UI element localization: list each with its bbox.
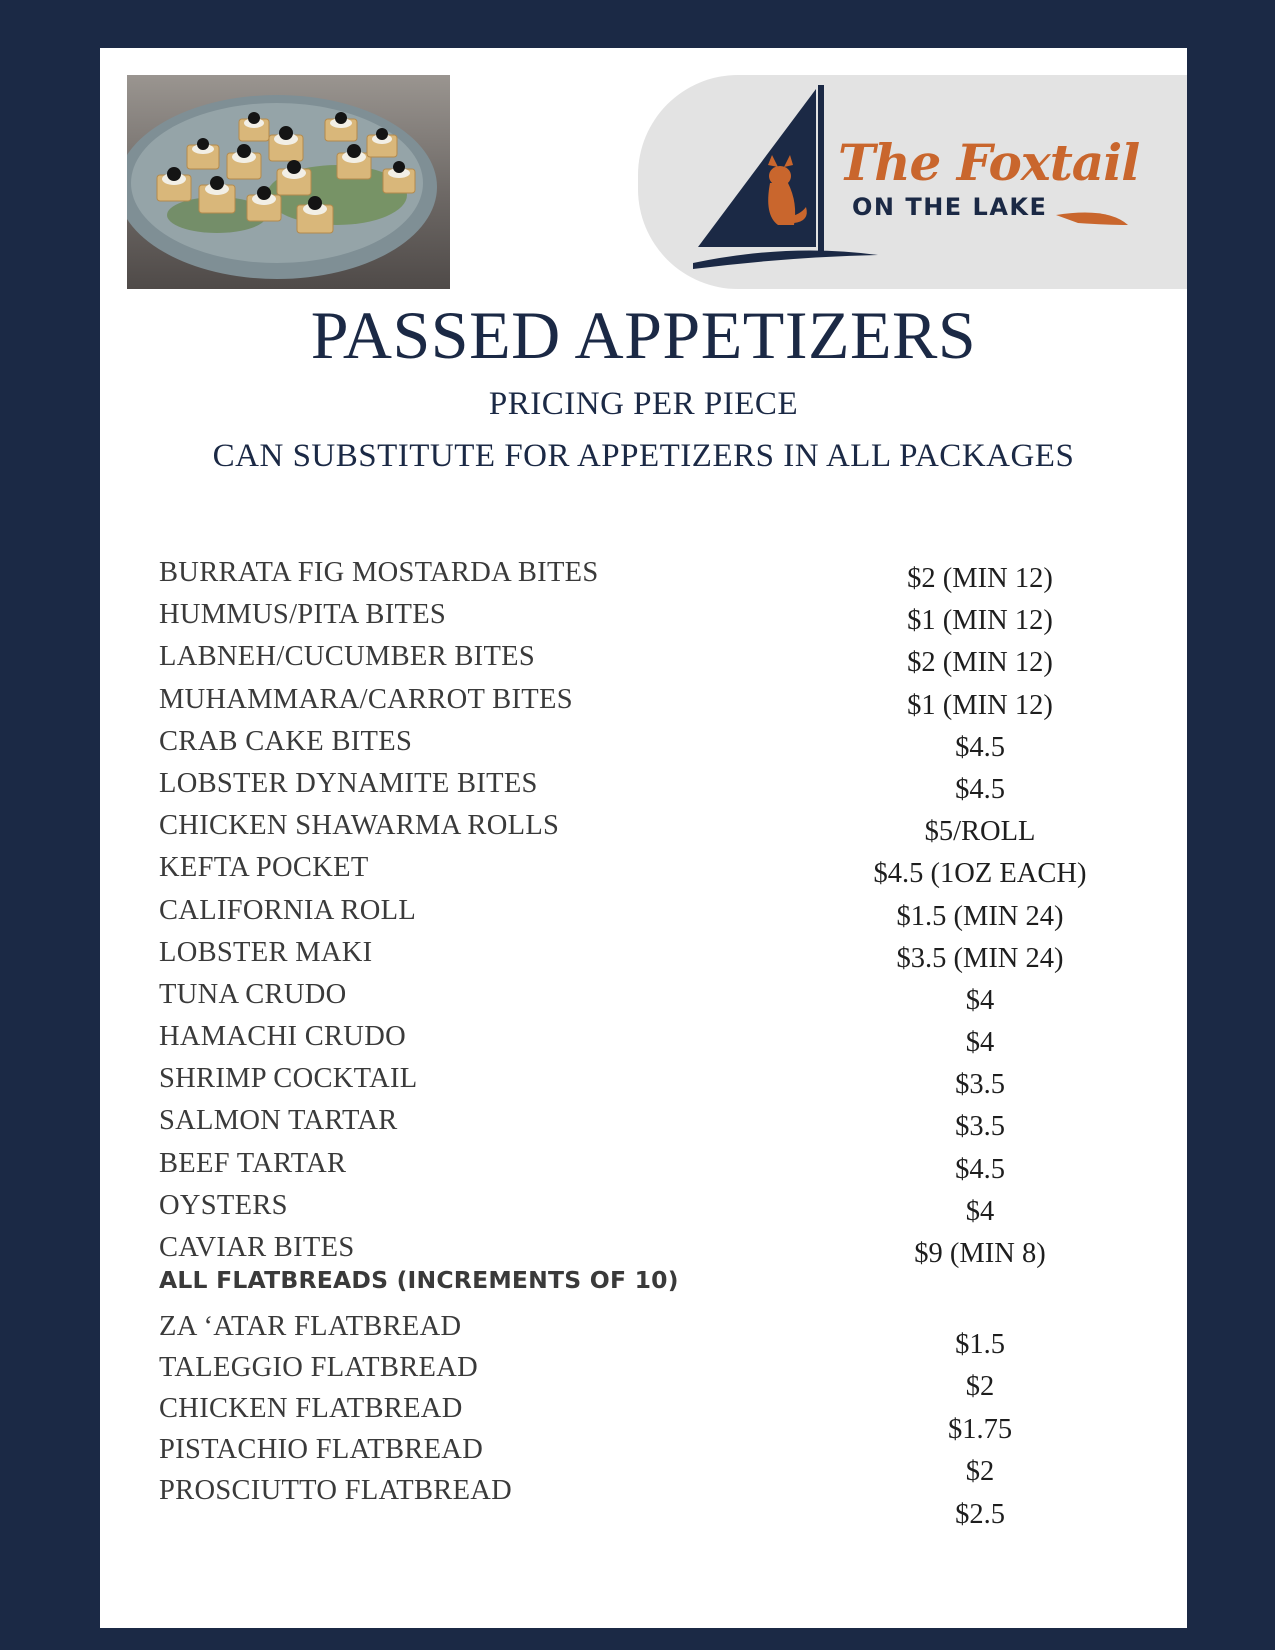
- menu-item-name: CRAB CAKE BITES: [159, 725, 413, 757]
- menu-item-price: $1 (MIN 12): [907, 605, 1053, 637]
- flatbread-price: $2: [965, 1456, 995, 1488]
- flatbread-name-list: [159, 1306, 512, 1511]
- flatbread-price: $2: [965, 1371, 995, 1403]
- menu-item-price: $1.5 (MIN 24): [896, 900, 1064, 932]
- menu-item-price: $4.5: [955, 1153, 1005, 1185]
- menu-item-price: $5/ROLL: [924, 816, 1036, 848]
- menu-item-price: $3.5: [955, 1111, 1005, 1143]
- menu-item-price: $2 (MIN 12): [907, 563, 1053, 594]
- appetizer-price-list: [800, 558, 1160, 1275]
- menu-item-price: $4: [965, 1195, 995, 1227]
- menu-item-price: $4: [965, 984, 995, 1016]
- menu-item-price: $4.5: [955, 731, 1005, 763]
- page-title: PASSED APPETIZERS: [310, 297, 977, 373]
- substitution-note: CAN SUBSTITUTE FOR APPETIZERS IN ALL PACKAGES: [212, 438, 1075, 474]
- menu-item-name: CALIFORNIA ROLL: [159, 894, 417, 926]
- menu-item-price: $4.5 (1OZ EACH): [873, 858, 1087, 890]
- menu-item-price: $3.5 (MIN 24): [896, 942, 1064, 974]
- menu-item-name: TUNA CRUDO: [159, 978, 347, 1010]
- flatbread-price-list: [800, 1324, 1160, 1536]
- flatbread-name: TALEGGIO FLATBREAD: [159, 1352, 478, 1383]
- logo-panel: [638, 75, 1187, 289]
- brand-name: The Foxtail: [838, 133, 1140, 192]
- flatbreads-heading: ALL FLATBREADS (INCREMENTS OF 10): [159, 1266, 679, 1294]
- menu-item-name: LOBSTER MAKI: [159, 936, 373, 968]
- menu-item-name: SHRIMP COCKTAIL: [159, 1063, 418, 1095]
- flatbread-price: $1.75: [947, 1413, 1013, 1445]
- menu-item-name: OYSTERS: [159, 1189, 288, 1221]
- menu-item-price: $4.5: [955, 773, 1005, 805]
- menu-item-name: CHICKEN SHAWARMA ROLLS: [159, 810, 560, 842]
- menu-page: [100, 48, 1187, 1628]
- appetizer-name-list: [159, 552, 839, 1269]
- menu-item-name: LOBSTER DYNAMITE BITES: [159, 767, 538, 799]
- pricing-note: PRICING PER PIECE: [488, 386, 799, 422]
- menu-item-price: $4: [965, 1027, 995, 1059]
- flatbread-price: $2.5: [955, 1498, 1005, 1530]
- menu-item-name: KEFTA POCKET: [159, 852, 369, 884]
- menu-item-price: $9 (MIN 8): [914, 1238, 1046, 1269]
- brand-tagline: ON THE LAKE: [852, 193, 1048, 221]
- flatbread-name: PISTACHIO FLATBREAD: [159, 1434, 484, 1465]
- menu-item-name: HAMACHI CRUDO: [159, 1021, 406, 1053]
- caviar-appetizers-photo: [127, 75, 450, 289]
- menu-item-price: $3.5: [955, 1069, 1005, 1101]
- flatbread-price: $1.5: [955, 1329, 1005, 1360]
- menu-item-name: BEEF TARTAR: [159, 1147, 347, 1179]
- flatbread-name: CHICKEN FLATBREAD: [159, 1393, 463, 1424]
- menu-item-name: CAVIAR BITES: [159, 1232, 355, 1263]
- flatbread-name: ZA ‘ATAR FLATBREAD: [159, 1311, 462, 1342]
- menu-item-name: HUMMUS/PITA BITES: [159, 599, 447, 631]
- menu-item-price: $2 (MIN 12): [907, 647, 1053, 679]
- menu-item-name: MUHAMMARA/CARROT BITES: [159, 683, 573, 715]
- menu-item-name: BURRATA FIG MOSTARDA BITES: [159, 557, 599, 588]
- menu-item-price: $1 (MIN 12): [907, 689, 1053, 721]
- menu-item-name: LABNEH/CUCUMBER BITES: [159, 641, 536, 673]
- flatbread-name: PROSCIUTTO FLATBREAD: [159, 1475, 513, 1506]
- menu-item-name: SALMON TARTAR: [159, 1105, 398, 1137]
